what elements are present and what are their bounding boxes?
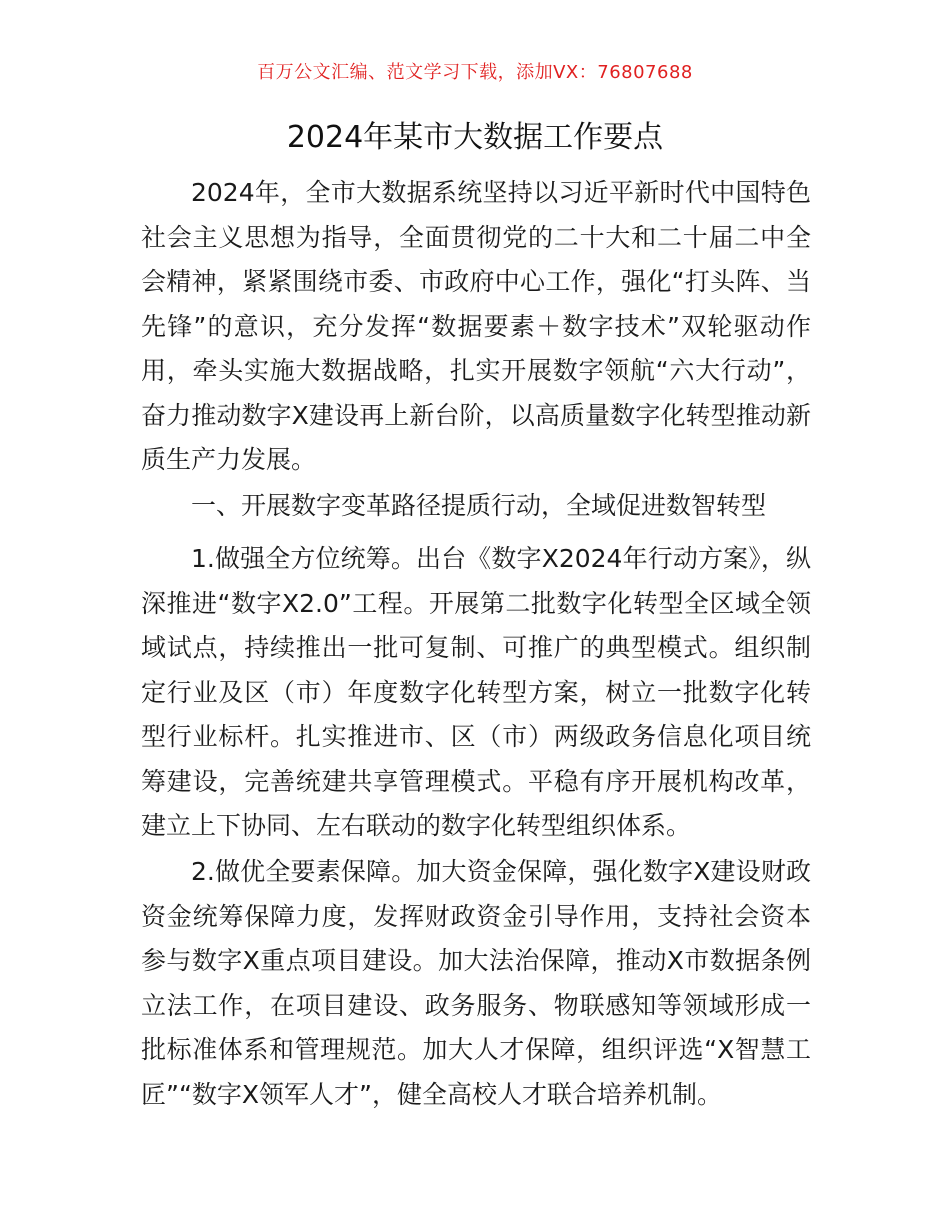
paragraph-item-1: 1.做强全方位统筹。出台《数字X2024年行动方案》，纵深推进“数字X2.0”工程。开展第二批数字化转型全区域全领域试点，持续推出一批可复制、可推广的典型模式。组织制定行业及区（市）年度数字化转型方案，树立一批数字化转型行业标杆。扎实推进市、区（市）两级政务信息化项目统筹建设，完善统建共享管理模式。平稳有序开展机构改革，建立上下协同、左右联动的数字化转型组织体系。 bbox=[141, 544, 811, 840]
header-watermark-note: 百万公文汇编、范文学习下载，添加VX：76807688 bbox=[257, 62, 693, 83]
paragraph-item-2: 2.做优全要素保障。加大资金保障，强化数字X建设财政资金统筹保障力度，发挥财政资金引导作用，支持社会资本参与数字X重点项目建设。加大法治保障，推动X市数据条例立法工作，在项目建设、政务服务、物联感知等领域形成一批标准体系和管理规范。加大人才保障，组织评选“X智慧工匠”“数字X领军人才”，健全高校人才联合培养机制。 bbox=[141, 857, 811, 1109]
section-heading-1: 一、开展数字变革路径提质行动，全域促进数智转型 bbox=[191, 491, 767, 520]
document-title: 2024年某市大数据工作要点 bbox=[286, 120, 664, 155]
paragraph-intro: 2024年，全市大数据系统坚持以习近平新时代中国特色社会主义思想为指导，全面贯彻党的二十大和二十届二中全会精神，紧紧围绕市委、市政府中心工作，强化“打头阵、当先锋”的意识，充分发挥“数据要素＋数字技术”双轮驱动作用，牵头实施大数据战略，扎实开展数字领航“六大行动”，奋力推动数字X建设再上新台阶，以高质量数字化转型推动新质生产力发展。 bbox=[141, 178, 811, 474]
